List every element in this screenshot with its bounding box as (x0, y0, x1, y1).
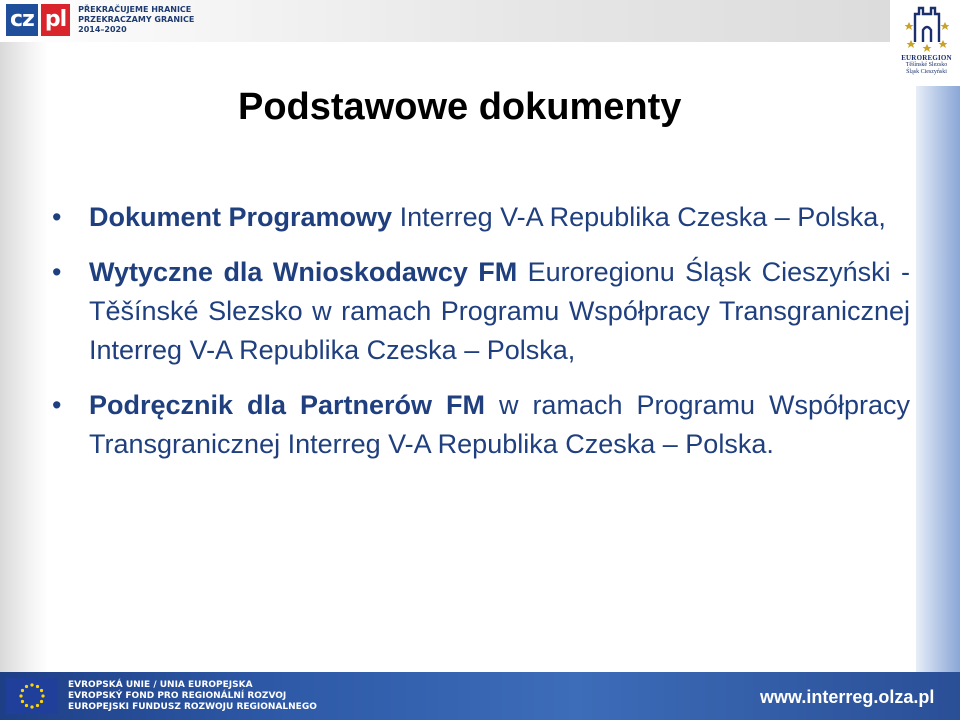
eu-star-icon (21, 689, 24, 692)
eu-star-icon (25, 704, 28, 707)
eu-star-icon (40, 689, 43, 692)
list-item-strong: Dokument Programowy (89, 202, 393, 232)
eu-star-icon (41, 694, 44, 697)
program-tagline-line: PŘEKRAČUJEME HRANICE (78, 5, 192, 14)
czpl-logo (6, 4, 194, 36)
bullet-dot-icon: • (52, 390, 62, 420)
list-item (52, 198, 910, 237)
eu-funding-line: EUROPEJSKI FUNDUSZ ROZWOJU REGIONALNEGO (68, 702, 317, 712)
eu-star-icon (19, 694, 22, 697)
list-item (52, 386, 910, 464)
eu-star-icon (40, 700, 43, 703)
eu-star-icon (36, 704, 39, 707)
program-tagline (78, 5, 194, 35)
eu-star-icon (21, 700, 24, 703)
list-item-strong: Podręcznik dla Partnerów FM (89, 390, 485, 420)
eu-star-icon (30, 705, 33, 708)
eu-star-icon (30, 683, 33, 686)
eu-star-icon (25, 685, 28, 688)
czpl-logo-mark (6, 4, 70, 36)
program-tagline-line: 2014–2020 (78, 25, 127, 34)
website-link[interactable]: www.interreg.olza.pl (760, 687, 935, 707)
castle-tower-icon (901, 2, 953, 54)
logo-mark-pl: pl (41, 4, 70, 36)
bullet-dot-icon: • (52, 202, 62, 232)
eu-funding-line: EVROPSKÝ FOND PRO REGIONÁLNÍ ROZVOJ (68, 691, 287, 701)
slide-title: Podstawowe dokumenty (238, 86, 682, 128)
eu-funding-text (68, 680, 317, 713)
logo-mark-cz: cz (6, 4, 38, 36)
list-item (52, 253, 910, 370)
eu-star-icon (36, 685, 39, 688)
bullet-list (52, 198, 910, 480)
eu-flag-icon (6, 678, 58, 714)
euroregion-subtitle: Těšínské Slezsko (905, 62, 948, 68)
eu-funding-line: EVROPSKÁ UNIE / UNIA EUROPEJSKA (68, 680, 253, 690)
program-tagline-line: PRZEKRACZAMY GRANICE (78, 15, 195, 24)
euroregion-logo (893, 0, 960, 86)
bullet-dot-icon: • (52, 257, 62, 287)
list-item-text: Interreg V-A Republika Czeska – Polska, (392, 202, 886, 232)
list-item-strong: Wytyczne dla Wnioskodawcy FM (89, 257, 518, 287)
list-item-text: Euroregionu Śląsk Cieszyński - Těšínské Slezsko w ramach Programu Współpracy Transgranicznej Interreg V-A Republika Czeska – Polska, (89, 257, 910, 365)
euroregion-subtitle: Śląsk Cieszyński (906, 69, 947, 75)
right-decor-bar (916, 86, 960, 672)
list-item-text: w ramach Programu Współpracy Transgranicznej Interreg V-A Republika Czeska – Polska. (89, 390, 911, 459)
euroregion-name: EUROREGION (901, 54, 952, 62)
left-decor-bar (0, 42, 48, 672)
